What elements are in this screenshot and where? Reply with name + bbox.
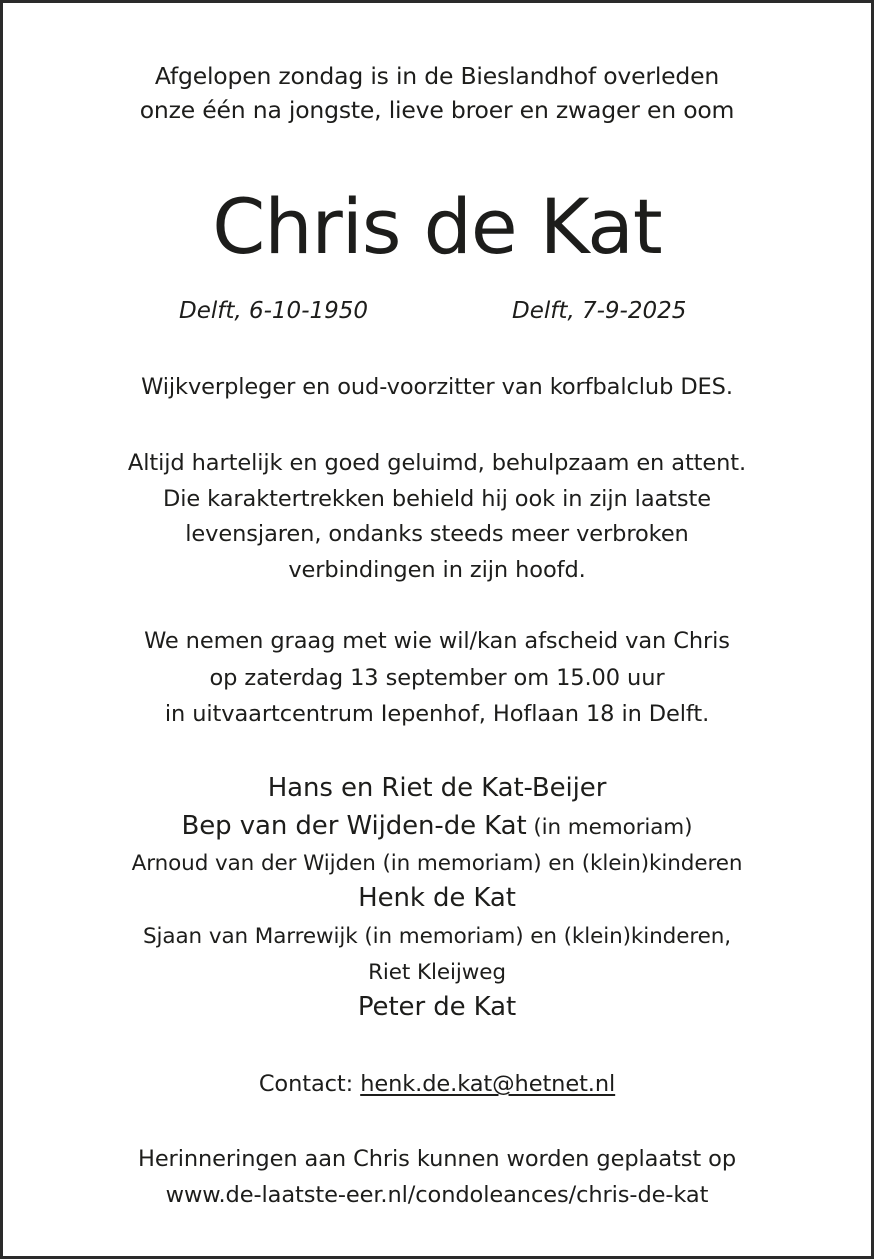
farewell-line-1: We nemen graag met wie wil/kan afscheid van Chris bbox=[144, 628, 730, 654]
family-riet: Riet Kleijweg bbox=[368, 960, 506, 985]
character-line-3: levensjaren, ondanks steeds meer verbroken bbox=[185, 521, 689, 547]
family-peter: Peter de Kat bbox=[357, 992, 517, 1022]
farewell-line-3: in uitvaartcentrum Iepenhof, Hoflaan 18 in Delft. bbox=[164, 701, 710, 727]
contact-email-link[interactable]: henk.de.kat@hetnet.nl bbox=[360, 1071, 616, 1097]
contact-line bbox=[3, 1073, 871, 1096]
contact-label: Contact: bbox=[258, 1071, 361, 1097]
family-arnoud: Arnoud van der Wijden (in memoriam) en (klein)kinderen bbox=[131, 851, 743, 876]
intro-line-2: onze één na jongste, lieve broer en zwager en oom bbox=[139, 96, 735, 124]
memories-line-1: Herinneringen aan Chris kunnen worden geplaatst op bbox=[138, 1146, 736, 1172]
family-bep bbox=[3, 813, 871, 839]
family-sjaan: Sjaan van Marrewijk (in memoriam) en (klein)kinderen, bbox=[142, 924, 732, 949]
family-henk: Henk de Kat bbox=[358, 883, 516, 913]
character-line-1: Altijd hartelijk en goed geluimd, behulpzaam en attent. bbox=[127, 450, 747, 476]
family-bep-note: (in memoriam) bbox=[526, 815, 693, 840]
death-date: Delft, 7-9-2025 bbox=[512, 298, 687, 324]
memories-url: www.de-laatste-eer.nl/condoleances/chris-de-kat bbox=[165, 1182, 709, 1208]
intro-line-1: Afgelopen zondag is in de Bieslandhof overleden bbox=[154, 62, 720, 90]
farewell-line-2: op zaterdag 13 september om 15.00 uur bbox=[209, 665, 665, 691]
family-bep-name: Bep van der Wijden-de Kat bbox=[181, 811, 527, 841]
character-line-4: verbindingen in zijn hoofd. bbox=[288, 557, 586, 583]
birth-date: Delft, 6-10-1950 bbox=[179, 298, 369, 324]
deceased-name: Chris de Kat bbox=[212, 182, 662, 271]
occupation-line: Wijkverpleger en oud-voorzitter van korfbalclub DES. bbox=[141, 374, 733, 400]
family-hans: Hans en Riet de Kat-Beijer bbox=[267, 773, 607, 803]
character-line-2: Die karaktertrekken behield hij ook in zijn laatste bbox=[162, 486, 712, 512]
